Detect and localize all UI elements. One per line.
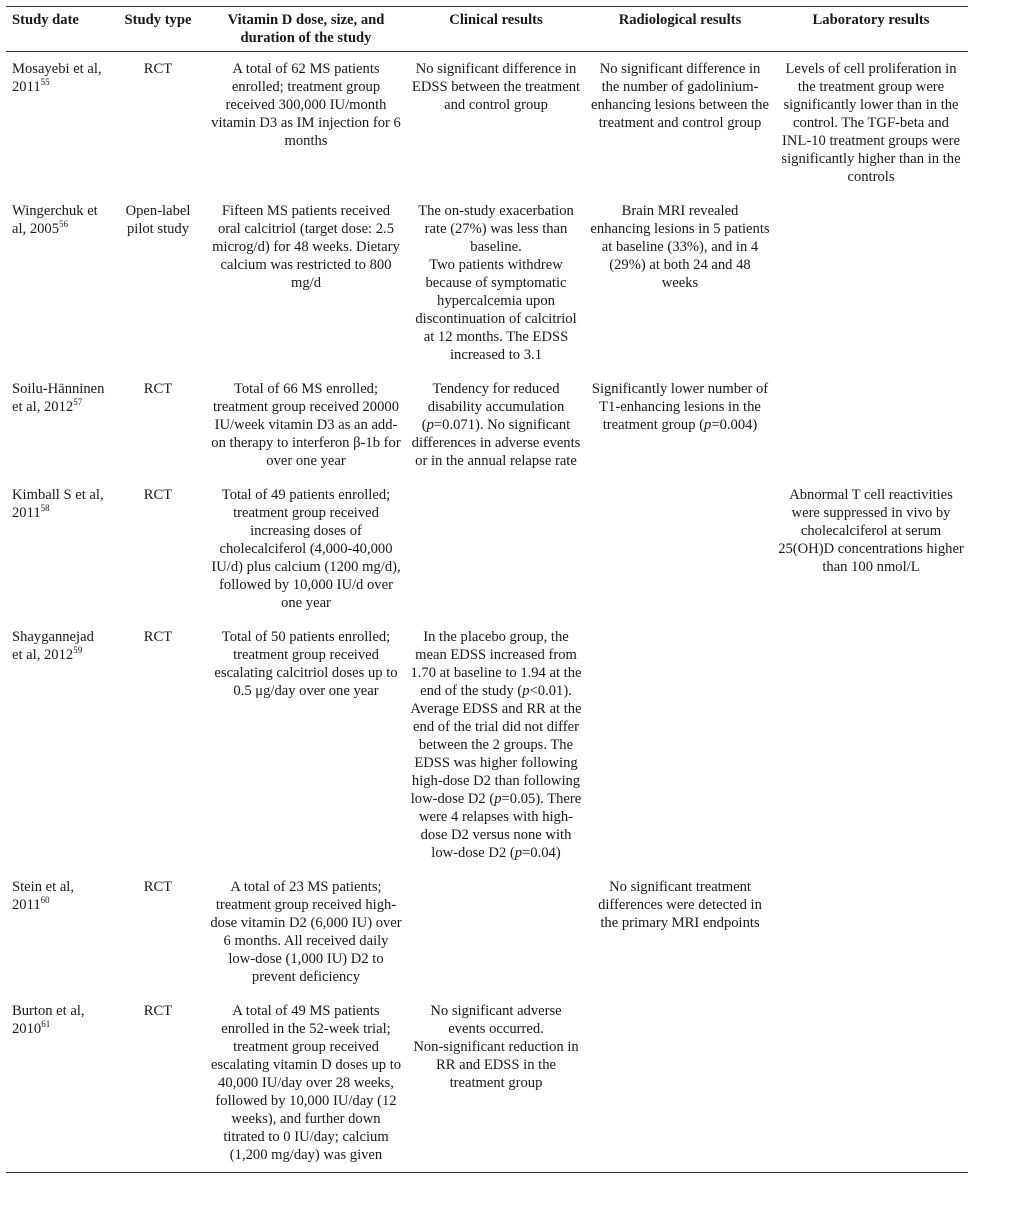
cell-study-type (110, 620, 206, 870)
table-header (6, 7, 968, 52)
study-type: RCT (143, 1003, 173, 1019)
cell-clinical (406, 372, 586, 478)
study-type: RCT (143, 381, 173, 397)
cell-study-type (110, 870, 206, 994)
radiological-result: Significantly lower number of T1-enhancing lesions in the treatment group (p=0.004) (591, 381, 769, 433)
radiological-result: No significant treatment differences were detected in the primary MRI endpoints (598, 879, 762, 931)
cell-study-date (6, 994, 110, 1173)
cell-laboratory (774, 194, 968, 372)
vitamin-d-description: Fifteen MS patients received oral calcitriol (target dose: 2.5 microg/d) for 48 weeks. Dietary calcium was restricted to 800 mg/d (212, 203, 400, 291)
reference-number: 57 (73, 397, 83, 408)
cell-study-type (110, 52, 206, 195)
cell-radiological (586, 994, 774, 1173)
clinical-result: No significant difference in EDSS between the treatment and control group (411, 61, 581, 113)
reference-number: 55 (40, 77, 50, 88)
radiological-result: No significant difference in the number of gadolinium-enhancing lesions between the treatment and control group (591, 61, 769, 131)
table-row (6, 478, 968, 620)
table-row (6, 194, 968, 372)
vitamin-d-description: A total of 62 MS patients enrolled; treatment group received 300,000 IU/month vitamin D3 as IM injection for 6 months (211, 61, 401, 149)
table-row (6, 994, 968, 1173)
table-row (6, 620, 968, 870)
study-type: Open-label pilot study (125, 203, 191, 237)
header-row (6, 7, 968, 52)
cell-study-date (6, 870, 110, 994)
header-clinical-results: Clinical results (406, 7, 586, 52)
cell-study-date (6, 620, 110, 870)
study-type: RCT (143, 487, 173, 503)
cell-radiological (586, 194, 774, 372)
header-study-type: Study type (110, 7, 206, 52)
clinical-result: The on-study exacerbation rate (27%) was less than baseline. Two patients withdrew because of symptomatic hypercalcemia upon discontinuation of calcitriol at 12 months. The EDSS increased to 3.1 (415, 203, 577, 363)
radiological-result: Brain MRI revealed enhancing lesions in 5 patients at baseline (33%), and in 4 (29%) at both 24 and 48 weeks (590, 203, 770, 291)
reference-number: 59 (73, 645, 83, 656)
cell-clinical (406, 870, 586, 994)
table-row (6, 52, 968, 195)
cell-study-type (110, 994, 206, 1173)
cell-vitamin-d (206, 52, 406, 195)
table-row (6, 372, 968, 478)
header-radiological-results: Radiological results (586, 7, 774, 52)
reference-number: 61 (41, 1019, 51, 1030)
vitamin-d-description: A total of 23 MS patients; treatment group received high-dose vitamin D2 (6,000 IU) over 6 months. All received daily low-dose (1,000 IU) D2 to prevent deficiency (210, 879, 402, 985)
vitamin-d-studies-table (6, 6, 968, 1173)
cell-vitamin-d (206, 194, 406, 372)
cell-clinical (406, 194, 586, 372)
cell-study-date (6, 52, 110, 195)
study-name: Mosayebi et al, 2011 (12, 61, 102, 95)
cell-laboratory (774, 870, 968, 994)
study-name: Wingerchuk et al, 2005 (12, 203, 98, 237)
cell-radiological (586, 52, 774, 195)
cell-vitamin-d (206, 372, 406, 478)
reference-number: 58 (40, 503, 50, 514)
clinical-result: Tendency for reduced disability accumulation (p=0.071). No significant differences in adverse events or in the annual relapse rate (411, 381, 581, 469)
header-study-date: Study date (6, 7, 110, 52)
study-name: Kimball S et al, 2011 (12, 487, 104, 521)
cell-radiological (586, 372, 774, 478)
cell-vitamin-d (206, 620, 406, 870)
table-body (6, 52, 968, 1173)
clinical-result: No significant adverse events occurred. Non-significant reduction in RR and EDSS in the treatment group (413, 1003, 579, 1091)
cell-vitamin-d (206, 478, 406, 620)
cell-laboratory (774, 620, 968, 870)
cell-laboratory (774, 478, 968, 620)
cell-study-type (110, 194, 206, 372)
cell-vitamin-d (206, 870, 406, 994)
cell-laboratory (774, 52, 968, 195)
cell-laboratory (774, 994, 968, 1173)
cell-radiological (586, 870, 774, 994)
study-name: Stein et al, 2011 (12, 879, 75, 913)
cell-study-type (110, 372, 206, 478)
cell-study-type (110, 478, 206, 620)
study-name: Burton et al, 2010 (12, 1003, 85, 1037)
study-type: RCT (143, 629, 173, 645)
reference-number: 60 (40, 895, 50, 906)
table-row (6, 870, 968, 994)
study-type: RCT (143, 879, 173, 895)
reference-number: 56 (59, 219, 69, 230)
header-laboratory-results: Laboratory results (774, 7, 968, 52)
study-name: Soilu-Hänninen et al, 2012 (12, 381, 105, 415)
header-vitamin-d: Vitamin D dose, size, and duration of the study (206, 7, 406, 52)
cell-radiological (586, 620, 774, 870)
cell-vitamin-d (206, 994, 406, 1173)
cell-study-date (6, 372, 110, 478)
clinical-result: In the placebo group, the mean EDSS increased from 1.70 at baseline to 1.94 at the end of the study (p<0.01). Average EDSS and RR at the end of the trial did not differ between the 2 groups. The EDSS was higher following high-dose D2 than following low-dose D2 (p=0.05). There were 4 relapses with high-dose D2 versus none with low-dose D2 (p=0.04) (410, 629, 582, 861)
study-name: Shaygannejad et al, 2012 (12, 629, 94, 663)
cell-clinical (406, 52, 586, 195)
vitamin-d-description: Total of 66 MS enrolled; treatment group received 20000 IU/week vitamin D3 as an add-on therapy to interferon β-1b for over one year (211, 381, 401, 469)
cell-clinical (406, 620, 586, 870)
laboratory-result: Abnormal T cell reactivities were suppressed in vivo by cholecalciferol at serum 25(OH)D concentrations higher than 100 nmol/L (778, 487, 964, 575)
cell-study-date (6, 194, 110, 372)
cell-clinical (406, 994, 586, 1173)
vitamin-d-description: A total of 49 MS patients enrolled in the 52-week trial; treatment group received escalating vitamin D doses up to 40,000 IU/day over 28 weeks, followed by 10,000 IU/day (12 weeks), and further down titrated to 0 IU/day; calcium (1,200 mg/day) was given (210, 1003, 402, 1163)
cell-laboratory (774, 372, 968, 478)
vitamin-d-description: Total of 50 patients enrolled; treatment group received escalating calcitriol doses up to 0.5 μg/day over one year (214, 629, 398, 699)
cell-clinical (406, 478, 586, 620)
study-type: RCT (143, 61, 173, 77)
laboratory-result: Levels of cell proliferation in the treatment group were significantly lower than in the control. The TGF-beta and INL-10 treatment groups were significantly higher than in the controls (781, 61, 961, 185)
vitamin-d-description: Total of 49 patients enrolled; treatment group received increasing doses of cholecalciferol (4,000-40,000 IU/d) plus calcium (1200 mg/d), followed by 10,000 IU/d over one year (211, 487, 401, 611)
cell-study-date (6, 478, 110, 620)
cell-radiological (586, 478, 774, 620)
